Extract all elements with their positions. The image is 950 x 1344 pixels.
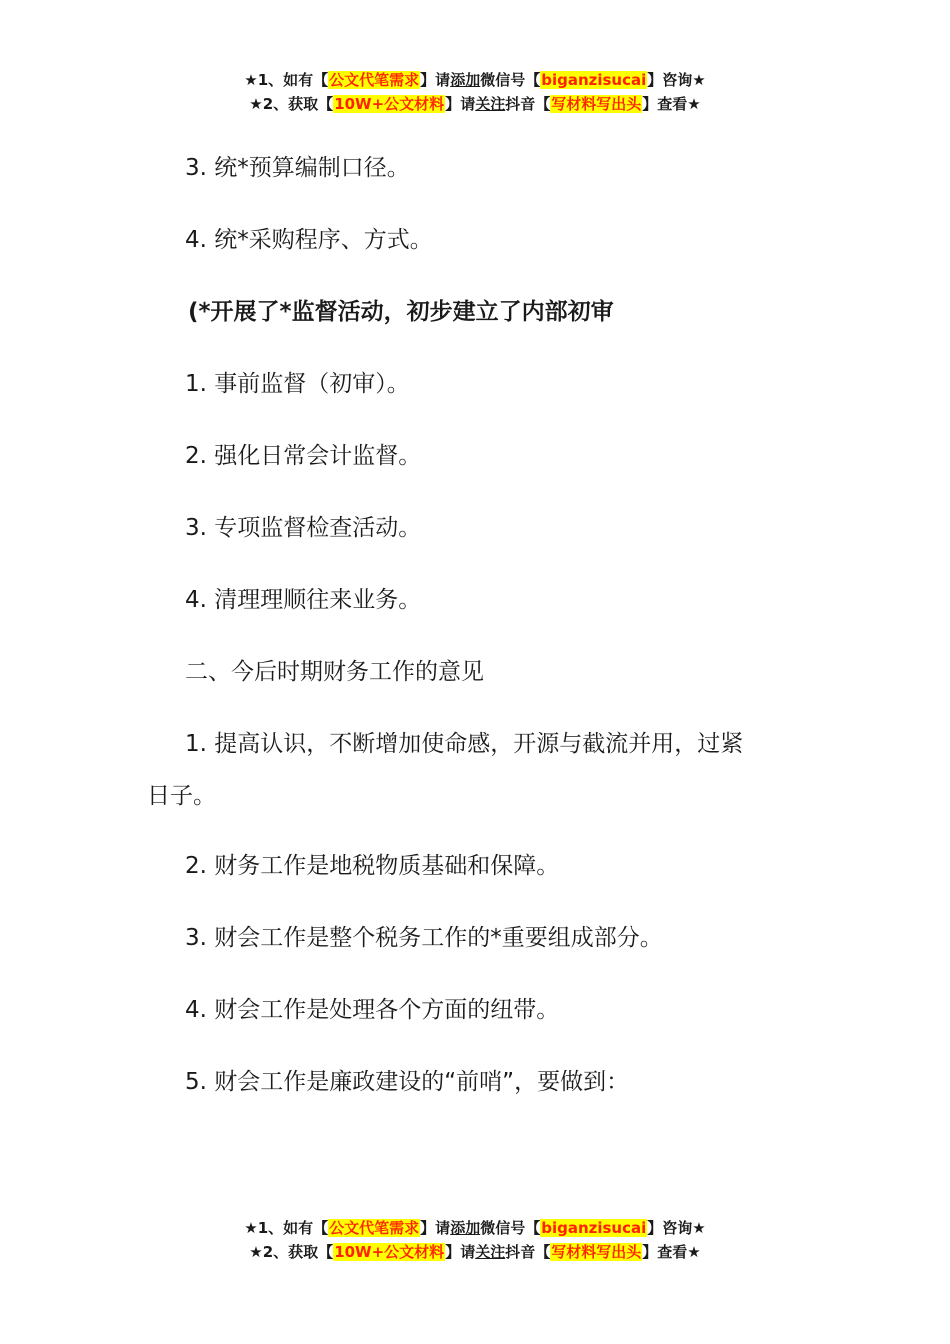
paragraph-foundation: 2. 财务工作是地税物质基础和保障。 (185, 853, 560, 879)
highlight-douyin-account: 写材料写出头 (551, 95, 642, 113)
highlight-ghostwriting: 公文代笔需求 (329, 1219, 420, 1237)
paragraph-budget: 3. 统*预算编制口径。 (185, 155, 410, 181)
paragraph-bond: 4. 财会工作是处理各个方面的纽带。 (185, 997, 560, 1023)
highlight-ghostwriting: 公文代笔需求 (329, 71, 420, 89)
underline-follow: 关注 (475, 1243, 506, 1261)
paragraph-pre-supervision: 1. 事前监督（初审）。 (185, 371, 410, 397)
paragraph-procurement: 4. 统*采购程序、方式。 (185, 227, 433, 253)
underline-add: 添加 (450, 1219, 481, 1237)
highlight-wechat-id: biganzisucai (541, 71, 647, 89)
paragraph-component: 3. 财会工作是整个税务工作的*重要组成部分。 (185, 925, 663, 951)
promo-line-1: ★1、如有【公文代笔需求】请添加微信号【biganzisucai】咨询★ (244, 71, 706, 89)
paragraph-special-inspection: 3. 专项监督检查活动。 (185, 515, 422, 541)
promo-line-2: ★2、获取【10W+公文材料】请关注抖音【写材料写出头】查看★ (249, 95, 701, 113)
section-heading-future: 二、今后时期财务工作的意见 (185, 659, 484, 685)
paragraph-daily-accounting: 2. 强化日常会计监督。 (185, 443, 422, 469)
highlight-wechat-id: biganzisucai (541, 1219, 647, 1237)
promo-line-2: ★2、获取【10W+公文材料】请关注抖音【写材料写出头】查看★ (249, 1243, 701, 1261)
promo-line-1: ★1、如有【公文代笔需求】请添加微信号【biganzisucai】咨询★ (244, 1219, 706, 1237)
promo-header-top (0, 68, 950, 116)
section-heading-supervision: (*开展了*监督活动，初步建立了内部初审 (188, 299, 614, 325)
underline-add: 添加 (450, 71, 481, 89)
highlight-materials: 10W+公文材料 (334, 95, 445, 113)
underline-follow: 关注 (475, 95, 506, 113)
paragraph-awareness (147, 718, 827, 822)
paragraph-awareness-line-2: 日子。 (147, 783, 216, 809)
paragraph-clearing-accounts: 4. 清理理顺往来业务。 (185, 587, 422, 613)
promo-footer-bottom (0, 1216, 950, 1264)
highlight-materials: 10W+公文材料 (334, 1243, 445, 1261)
paragraph-outpost: 5. 财会工作是廉政建设的“前哨”，要做到： (185, 1069, 630, 1095)
highlight-douyin-account: 写材料写出头 (551, 1243, 642, 1261)
paragraph-awareness-line-1: 1. 提高认识，不断增加使命感，开源与截流并用，过紧 (185, 731, 744, 757)
